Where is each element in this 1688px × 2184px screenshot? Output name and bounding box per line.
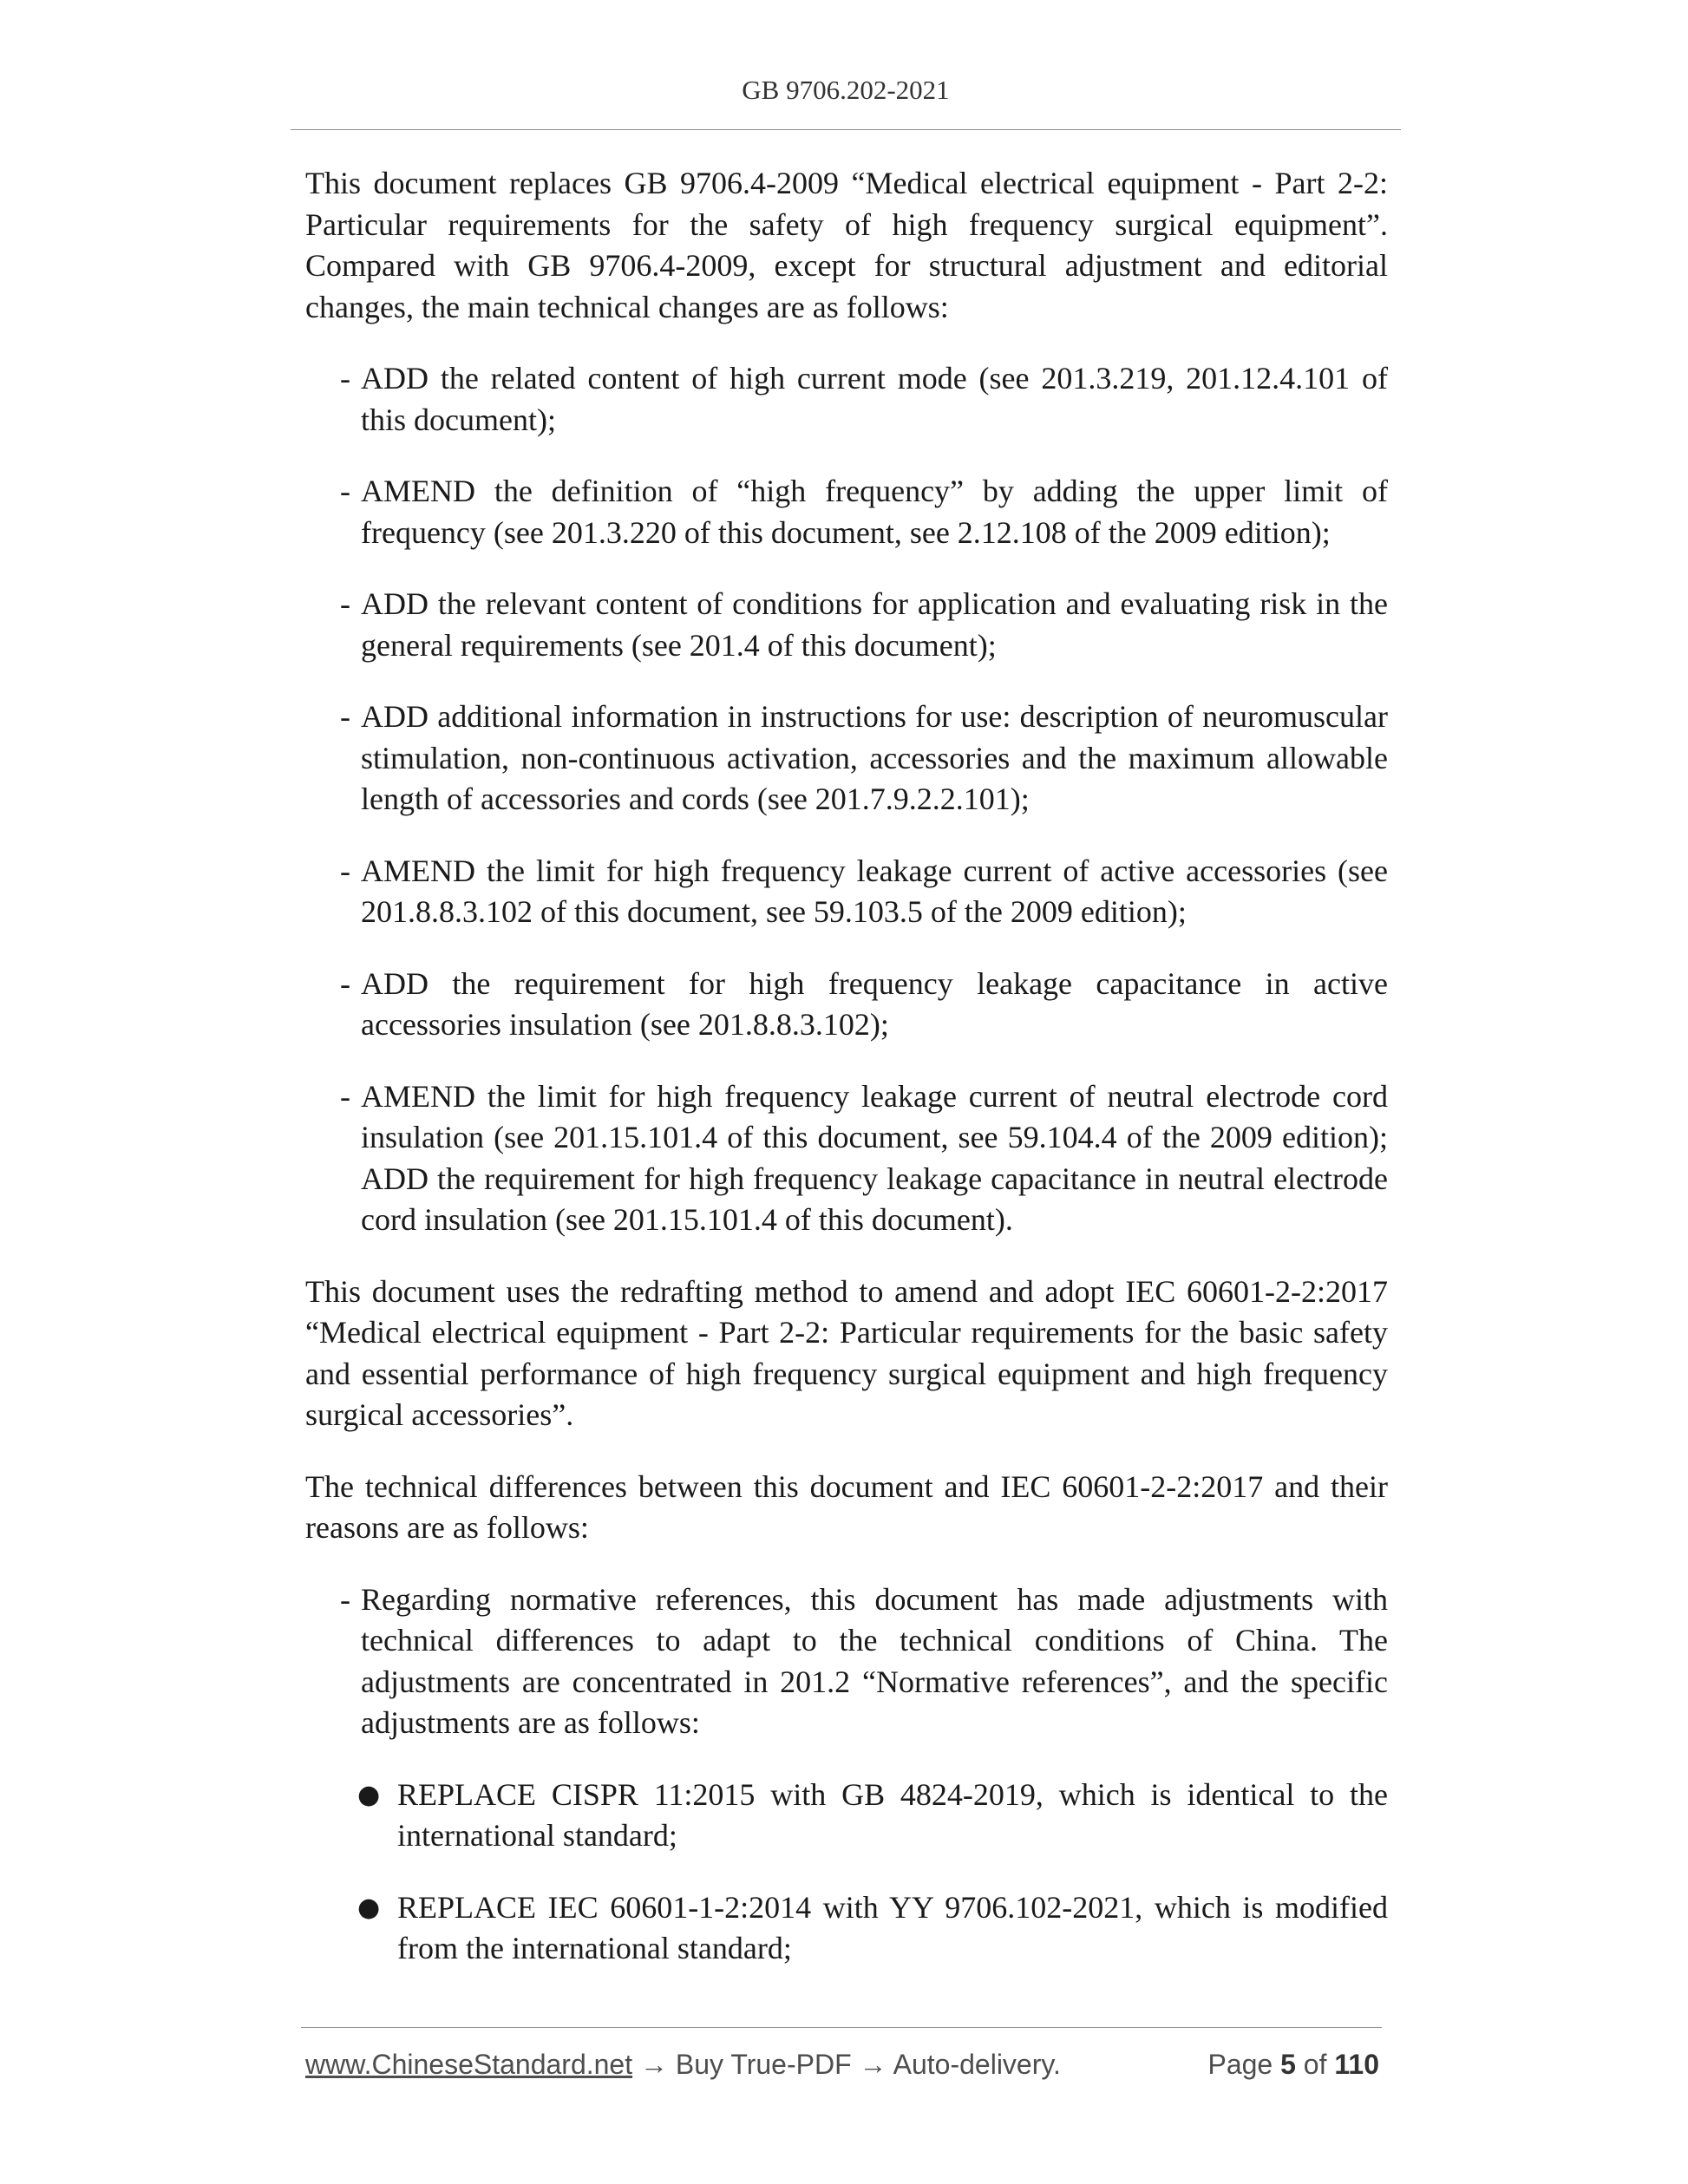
list-item	[305, 1887, 1388, 1970]
footer-divider	[301, 2027, 1382, 2028]
footer-promo	[305, 2049, 1061, 2081]
page-of-label: of	[1303, 2049, 1327, 2080]
footer-delivery-text: → Buy True-PDF → Auto-delivery.	[632, 2049, 1061, 2080]
dash-marker: -	[340, 853, 350, 888]
list-item-text: AMEND the limit for high frequency leakage current of neutral electrode cord insulation (see 201.15.101.4 of this document, see 59.104.4 of the 2009 edition); ADD the requirement for high frequency leakage capacitance in neutral electrode cord insulation (see 201.15.101.4 of this document).	[361, 1078, 1388, 1237]
technical-differences-list	[305, 1579, 1388, 1744]
list-item	[305, 584, 1388, 666]
list-item-text: ADD additional information in instructions for use: description of neuromuscular stimulation, non-continuous activation, accessories and the maximum allowable length of accessories and cords (see 201.7.9.2.2.101);	[361, 699, 1388, 816]
list-item	[305, 1579, 1388, 1744]
header-divider	[291, 129, 1401, 130]
dash-marker: -	[340, 699, 350, 734]
bullet-icon: ●	[357, 1892, 381, 1923]
document-body	[305, 163, 1388, 2000]
page-label: Page	[1207, 2049, 1273, 2080]
list-item	[305, 851, 1388, 933]
intro-paragraph: This document replaces GB 9706.4-2009 “Medical electrical equipment - Part 2-2: Particular requirements for the safety of high frequency surgical equipment”. Compared with GB 9706.4-2009, except for structural adjustment and editorial changes, the main technical changes are as follows:	[305, 166, 1388, 324]
adoption-paragraph: This document uses the redrafting method to amend and adopt IEC 60601-2-2:2017 “Medical electrical equipment - Part 2-2: Particular requirements for the basic safety and essential performance of high frequency surgical equipment and high frequency surgical accessories”.	[305, 1273, 1388, 1432]
list-item	[305, 964, 1388, 1046]
page-header-title: GB 9706.202-2021	[742, 75, 950, 105]
dash-marker: -	[340, 1581, 350, 1617]
page-total: 110	[1334, 2049, 1379, 2080]
page-current: 5	[1280, 2049, 1296, 2080]
dash-marker: -	[340, 965, 350, 1001]
list-item	[305, 471, 1388, 553]
list-item-text: AMEND the definition of “high frequency” by adding the upper limit of frequency (see 201.3.220 of this document, see 2.12.108 of the 2009 edition);	[361, 474, 1388, 550]
list-item-text: REPLACE IEC 60601-1-2:2014 with YY 9706.102-2021, which is modified from the international standard;	[397, 1889, 1388, 1965]
list-item-text: ADD the relevant content of conditions for application and evaluating risk in the general requirements (see 201.4 of this document);	[361, 586, 1388, 663]
page-indicator	[1207, 2049, 1379, 2081]
dash-marker: -	[340, 1078, 350, 1114]
dash-marker: -	[340, 586, 350, 621]
list-item	[305, 1775, 1388, 1857]
list-item-text: AMEND the limit for high frequency leakage current of active accessories (see 201.8.8.3.102 of this document, see 59.103.5 of the 2009 edition);	[361, 853, 1388, 929]
list-item	[305, 696, 1388, 821]
bullet-icon: ●	[357, 1779, 381, 1810]
replacements-list	[305, 1775, 1388, 1970]
list-item-text: REPLACE CISPR 11:2015 with GB 4824-2019, which is identical to the international standard;	[397, 1776, 1388, 1853]
list-item-text: Regarding normative references, this document has made adjustments with technical differences to adapt to the technical conditions of China. The adjustments are concentrated in 201.2 “Normative references”, and the specific adjustments are as follows:	[361, 1581, 1388, 1740]
differences-intro-paragraph: The technical differences between this document and IEC 60601-2-2:2017 and their reasons are as follows:	[305, 1468, 1388, 1545]
list-item	[305, 1076, 1388, 1241]
list-item-text: ADD the related content of high current mode (see 201.3.219, 201.12.4.101 of this document);	[361, 361, 1388, 437]
technical-changes-list	[305, 358, 1388, 1241]
dash-marker: -	[340, 361, 350, 396]
dash-marker: -	[340, 474, 350, 508]
list-item	[305, 358, 1388, 441]
footer-website-link[interactable]: www.ChineseStandard.net	[305, 2049, 633, 2080]
list-item-text: ADD the requirement for high frequency leakage capacitance in active accessories insulation (see 201.8.8.3.102);	[361, 965, 1388, 1042]
